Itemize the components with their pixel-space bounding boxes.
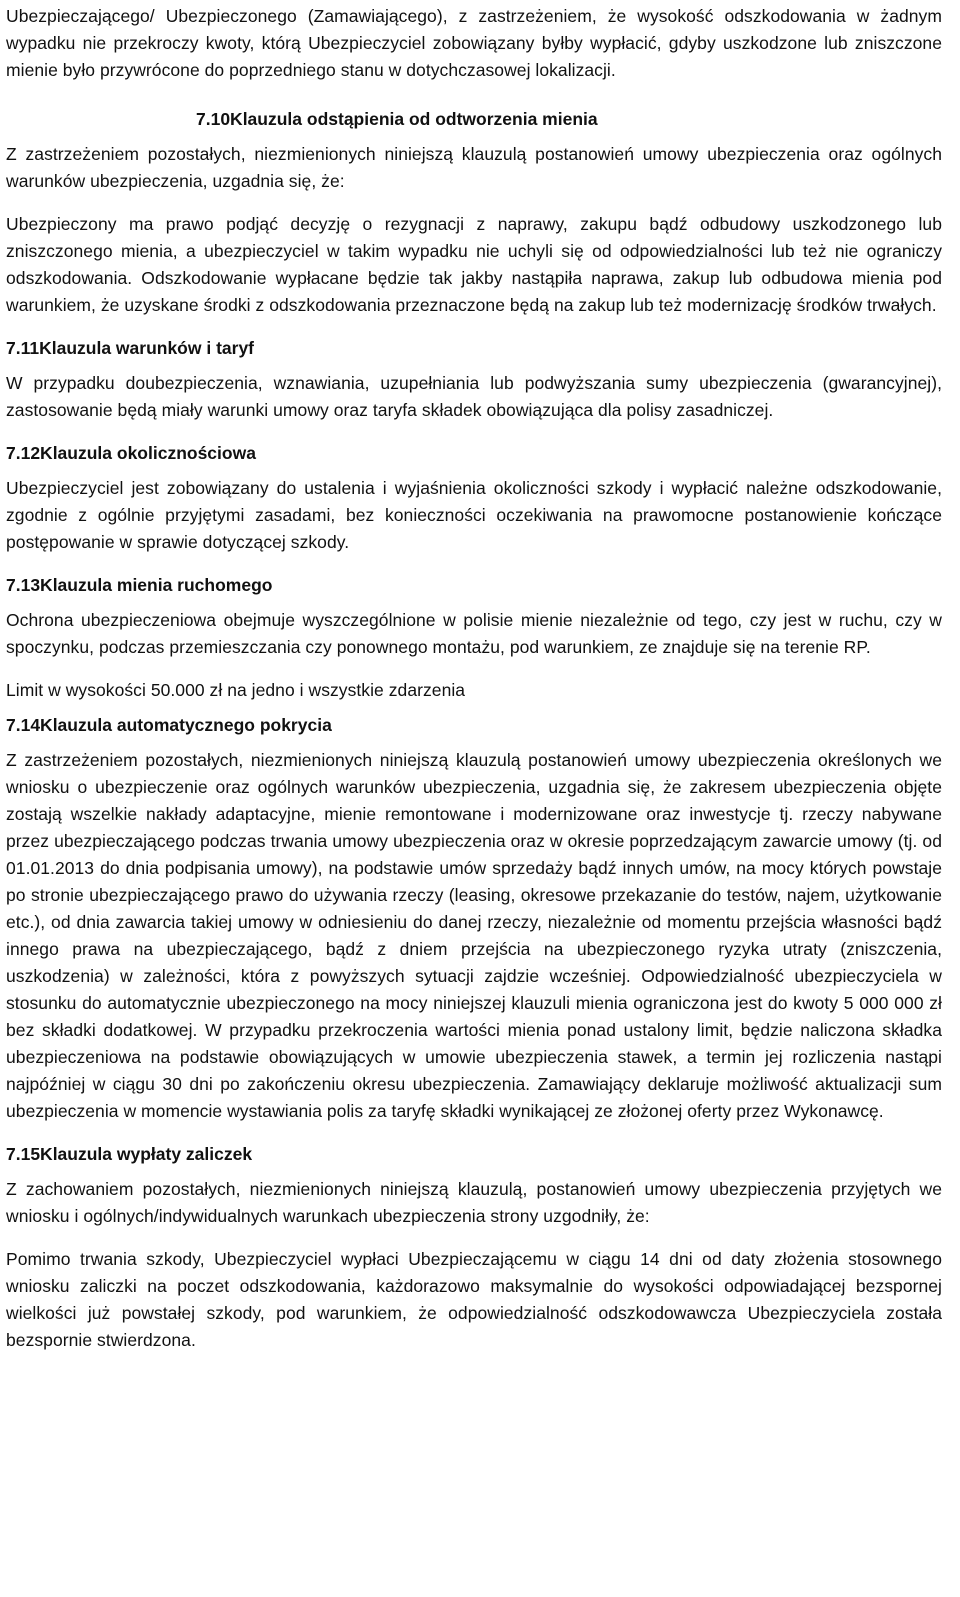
section-7-11-heading: 7.11Klauzula warunków i taryf: [6, 338, 254, 358]
section-7-11-paragraph-1: W przypadku doubezpieczenia, wznawiania, uzupełniania lub podwyższania sumy ubezpieczenia (gwarancyjnej), zastosowanie będą miały warunki umowy oraz taryfa składek obowiązująca dla polisy zasadniczej.: [6, 373, 942, 420]
section-7-15-heading: 7.15Klauzula wypłaty zaliczek: [6, 1144, 253, 1164]
section-7-12-paragraph-1: Ubezpieczyciel jest zobowiązany do ustalenia i wyjaśnienia okoliczności szkody i wypłacić należne odszkodowanie, zgodnie z ogólnie przyjętymi zasadami, bez konieczności oczekiwania na prawomocne postanowienie kończące postępowanie w sprawie dotyczącej szkody.: [6, 478, 942, 552]
section-7-10-paragraph-2: Ubezpieczony ma prawo podjąć decyzję o rezygnacji z naprawy, zakupu bądź odbudowy uszkodzonego lub zniszczonego mienia, a ubezpieczyciel w takim wypadku nie uchyli się od odpowiedzialności lub też nie ograniczy odszkodowania. Odszkodowanie wypłacane będzie tak jakby nastąpiła naprawa, zakup lub odbudowa mienia pod warunkiem, że uzyskane środki z odszkodowania przeznaczone będą na zakup lub też modernizację środków trwałych.: [6, 214, 942, 315]
intro-paragraph: Ubezpieczającego/ Ubezpieczonego (Zamawiającego), z zastrzeżeniem, że wysokość odszkodowania w żadnym wypadku nie przekroczy kwoty, którą Ubezpieczyciel zobowiązany byłby wypłacić, gdyby uszkodzone lub zniszczone mienie było przywrócone do poprzedniego stanu w dotychczasowej lokalizacji.: [6, 6, 942, 80]
section-7-13-paragraph-1: Ochrona ubezpieczeniowa obejmuje wyszczególnione w polisie mienie niezależnie od tego, czy jest w ruchu, czy w spoczynku, podczas przemieszczania czy ponownego montażu, pod warunkiem, ze znajduje się na terenie RP.: [6, 610, 942, 657]
section-7-13-heading: 7.13Klauzula mienia ruchomego: [6, 575, 273, 595]
section-7-14-paragraph-1: Z zastrzeżeniem pozostałych, niezmienionych niniejszą klauzulą postanowień umowy ubezpieczenia określonych we wniosku o ubezpieczenie oraz ogólnych warunków ubezpieczenia, uzgadnia się, że zakresem ubezpieczenia objęte zostają wszelkie nakłady adaptacyjne, mienie remontowane i modernizowane oraz inwestycje tj. rzeczy nabywane przez ubezpieczającego podczas trwania umowy ubezpieczenia oraz w okresie poprzedzającym zawarcie umowy (tj. od 01.01.2013 do dnia podpisania umowy), na podstawie umów sprzedaży bądź innych umów, na mocy których powstaje po stronie ubezpieczającego prawo do używania rzeczy (leasing, okresowe przekazanie do testów, najem, użytkowanie etc.), od dnia zawarcia takiej umowy w odniesieniu do danej rzeczy, niezależnie od momentu przejścia własności bądź innego prawa na ubezpieczającego, bądź z dniem przejścia na ubezpieczonego ryzyka utraty (zniszczenia, uszkodzenia) w zależności, która z powyższych sytuacji zajdzie wcześniej. Odpowiedzialność ubezpieczyciela w stosunku do automatycznie ubezpieczonego na mocy niniejszej klauzuli mienia ograniczona jest do kwoty 5 000 000 zł bez składki dodatkowej. W przypadku przekroczenia wartości mienia ponad ustalony limit, będzie naliczona składka ubezpieczeniowa na podstawie obowiązujących w umowie ubezpieczenia stawek, a termin jej rozliczenia nastąpi najpóźniej w ciągu 30 dni po zakończeniu okresu ubezpieczenia. Zamawiający deklaruje możliwość aktualizacji sum ubezpieczenia w momencie wystawiania polis za taryfę składki wynikającej ze złożonej oferty przez Wykonawcę.: [6, 750, 942, 1121]
section-7-13-paragraph-2: Limit w wysokości 50.000 zł na jedno i wszystkie zdarzenia: [6, 680, 466, 700]
section-7-10-paragraph-1: Z zastrzeżeniem pozostałych, niezmienionych niniejszą klauzulą postanowień umowy ubezpieczenia oraz ogólnych warunków ubezpieczenia, uzgadnia się, że:: [6, 144, 942, 191]
section-7-10-heading: 7.10Klauzula odstąpienia od odtworzenia mienia: [196, 109, 598, 129]
section-7-12-heading: 7.12Klauzula okolicznościowa: [6, 443, 256, 463]
section-7-15-paragraph-2: Pomimo trwania szkody, Ubezpieczyciel wypłaci Ubezpieczającemu w ciągu 14 dni od daty złożenia stosownego wniosku zaliczki na poczet odszkodowania, każdorazowo maksymalnie do wysokości odpowiadającej bezspornej wielkości już powstałej szkody, pod warunkiem, że odpowiedzialność odszkodowawcza Ubezpieczyciela została bezspornie stwierdzona.: [6, 1249, 942, 1350]
section-7-15-paragraph-1: Z zachowaniem pozostałych, niezmienionych niniejszą klauzulą, postanowień umowy ubezpieczenia przyjętych we wniosku i ogólnych/indywidualnych warunkach ubezpieczenia strony uzgodniły, że:: [6, 1179, 942, 1226]
section-7-14-heading: 7.14Klauzula automatycznego pokrycia: [6, 715, 332, 735]
